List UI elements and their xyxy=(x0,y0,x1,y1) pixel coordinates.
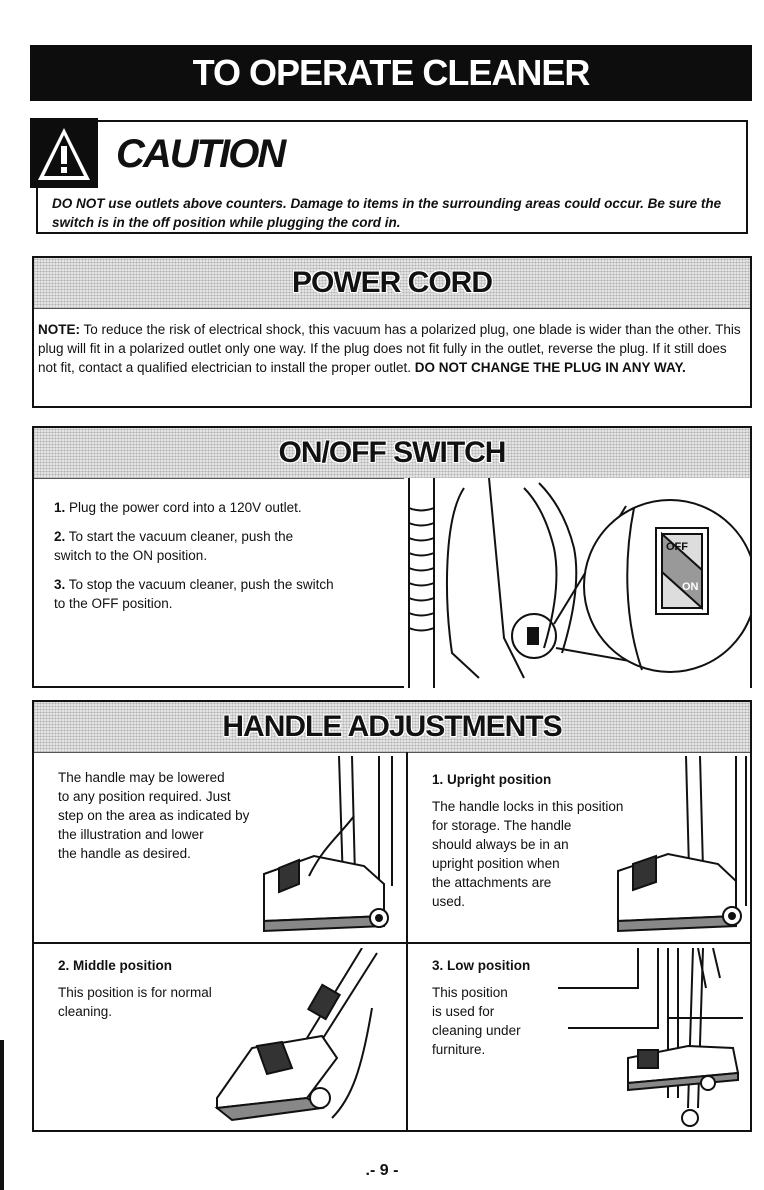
handle-band xyxy=(34,702,750,753)
vacuum-middle-illustration xyxy=(212,948,382,1128)
handle-heading: HANDLE ADJUSTMENTS xyxy=(222,710,562,743)
vacuum-step-illustration xyxy=(244,756,394,936)
page-number: .- 9 - xyxy=(365,1162,399,1179)
step-number: 2. xyxy=(54,529,66,544)
switch-off-label: OFF xyxy=(666,541,688,553)
page-title: TO OPERATE CLEANER xyxy=(30,45,752,101)
caution-box xyxy=(36,120,748,234)
grid-divider-horizontal xyxy=(34,942,750,944)
middle-text: This position is for normal cleaning. xyxy=(58,985,212,1019)
onoff-step xyxy=(54,498,334,517)
caution-text: DO NOT use outlets above counters. Damage to items in the surrounding areas could occur. Be sure the switch is in the off position while plugging the cord in. xyxy=(52,196,722,230)
note-text: To reduce the risk of electrical shock, this vacuum has a polarized plug, one blade is wider than the other. This plug will fit in a polarized outlet only one way. If the plug does not fit fully in the outlet, reverse the plug. If it still does not fit, contact a qualified electrician to install the proper outlet. xyxy=(38,322,741,375)
note-label: NOTE: xyxy=(38,322,80,337)
vacuum-low-illustration xyxy=(528,948,748,1128)
power-cord-heading: POWER CORD xyxy=(292,266,492,299)
power-cord-band xyxy=(34,258,750,309)
low-title: 3. Low position xyxy=(432,958,531,973)
step-text: Plug the power cord into a 120V outlet. xyxy=(69,500,302,515)
step-text: To start the vacuum cleaner, push the switch to the ON position. xyxy=(54,529,294,563)
switch-illustration xyxy=(404,478,750,688)
onoff-step xyxy=(54,575,334,613)
middle-title: 2. Middle position xyxy=(58,958,172,973)
step-number: 1. xyxy=(54,500,66,515)
low-text: This position is used for cleaning under furniture. xyxy=(432,985,521,1057)
onoff-heading: ON/OFF SWITCH xyxy=(278,436,506,469)
power-cord-section xyxy=(32,256,752,408)
onoff-step xyxy=(54,527,334,565)
vacuum-upright-illustration xyxy=(608,756,748,936)
onoff-steps xyxy=(54,498,334,623)
step-number: 3. xyxy=(54,577,66,592)
note-emphasis: DO NOT CHANGE THE PLUG IN ANY WAY. xyxy=(414,360,686,375)
step-text: To stop the vacuum cleaner, push the switch to the OFF position. xyxy=(54,577,334,611)
upright-title: 1. Upright position xyxy=(432,772,552,787)
caution-title: CAUTION xyxy=(116,132,285,176)
onoff-band xyxy=(34,428,750,479)
onoff-section xyxy=(32,426,752,688)
power-cord-note xyxy=(38,320,746,377)
handle-section xyxy=(32,700,752,1132)
warning-icon xyxy=(30,118,98,188)
handle-intro-text: The handle may be lowered to any position required. Just step on the area as indicated by the illustration and lower the handle as desired. xyxy=(58,770,250,861)
upright-text: The handle locks in this position for storage. The handle should always be in an upright position when the attachments are used. xyxy=(432,799,624,909)
switch-on-label: ON xyxy=(682,581,699,593)
